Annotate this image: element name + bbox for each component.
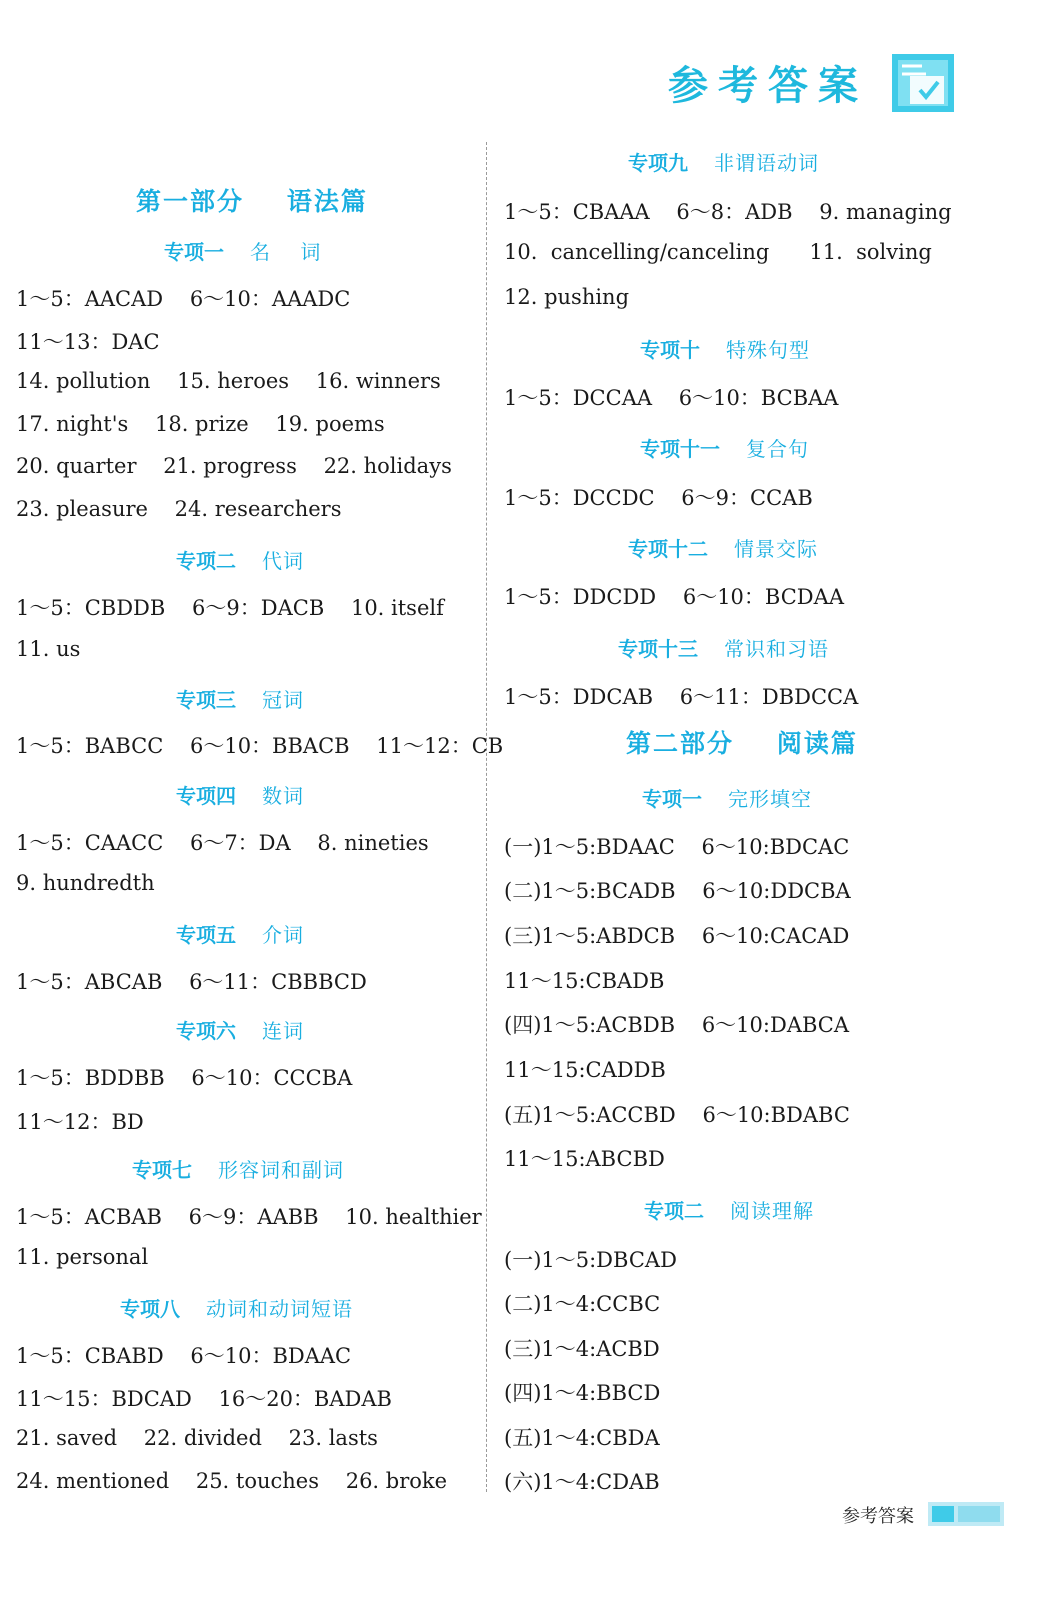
answer-line: (二)1～5:BCADB 6～10:DDCBA (504, 879, 851, 903)
answer-line: 17. night's 18. prize 19. poems (16, 412, 385, 436)
section-title: 专项八 动词和动词短语 (120, 1297, 353, 1321)
answer-line: 9. hundredth (16, 871, 155, 895)
answer-line: 11～13：DAC (16, 330, 160, 354)
answer-line: 23. pleasure 24. researchers (16, 497, 342, 521)
section-title: 专项一 完形填空 (642, 787, 812, 811)
answer-line: (二)1～4:CCBC (504, 1292, 661, 1316)
answer-line: (一)1～5:DBCAD (504, 1248, 677, 1272)
section-title: 专项十三 常识和习语 (618, 637, 829, 661)
answer-line: 10. cancelling/canceling 11. solving (504, 240, 932, 264)
answer-line: 24. mentioned 25. touches 26. broke (16, 1469, 448, 1493)
section-title: 专项五 介词 (176, 923, 304, 947)
answer-line: (三)1～4:ACBD (504, 1337, 660, 1361)
answer-line: 11～15:CADDB (504, 1058, 666, 1082)
answer-line: 11～15:ABCBD (504, 1147, 665, 1171)
answer-check-icon (892, 54, 954, 112)
answer-line: (五)1～5:ACCBD 6～10:BDABC (504, 1103, 850, 1127)
answer-line: 1～5：BDDBB 6～10：CCCBA (16, 1066, 353, 1090)
answer-line: 11～15：BDCAD 16～20：BADAB (16, 1387, 392, 1411)
answer-line: 1～5：DDCDD 6～10：BCDAA (504, 585, 844, 609)
answer-line: (一)1～5:BDAAC 6～10:BDCAC (504, 835, 850, 859)
answer-line: 1～5：AACAD 6～10：AAADC (16, 287, 351, 311)
answer-line: (四)1～5:ACBDB 6～10:DABCA (504, 1013, 850, 1037)
answer-line: 1～5：BABCC 6～10：BBACB 11～12：CB (16, 734, 504, 758)
section-title: 专项四 数词 (176, 784, 304, 808)
answer-line: 1～5：CBDDB 6～9：DACB 10. itself (16, 596, 444, 620)
page-title: 参考答案 (668, 63, 868, 109)
section-title: 专项二 代词 (176, 549, 304, 573)
column-divider (486, 142, 487, 1492)
section-title: 专项三 冠词 (176, 688, 304, 712)
answer-line: 1～5：DCCAA 6～10：BCBAA (504, 386, 839, 410)
section-title: 专项七 形容词和副词 (132, 1158, 344, 1182)
section-title: 专项一 名 词 (164, 240, 322, 264)
footer-label: 参考答案 (842, 1506, 914, 1527)
section-title: 专项十二 情景交际 (628, 537, 818, 561)
answer-line: 14. pollution 15. heroes 16. winners (16, 369, 441, 393)
section-title: 专项十 特殊句型 (640, 338, 810, 362)
answer-line: (四)1～4:BBCD (504, 1381, 661, 1405)
answer-line: (五)1～4:CBDA (504, 1426, 660, 1450)
answer-line: 1～5：CBAAA 6～8：ADB 9. managing (504, 200, 952, 224)
answer-line: 1～5：CAACC 6～7：DA 8. nineties (16, 831, 429, 855)
part-title-reading: 第二部分 阅读篇 (626, 729, 858, 758)
answer-line: 20. quarter 21. progress 22. holidays (16, 454, 452, 478)
part-title-grammar: 第一部分 语法篇 (136, 187, 368, 216)
answer-line: (三)1～5:ABDCB 6～10:CACAD (504, 924, 850, 948)
answer-line: 11. personal (16, 1245, 149, 1269)
answer-line: 12. pushing (504, 285, 630, 309)
answer-line: 1～5：ACBAB 6～9：AABB 10. healthier (16, 1205, 482, 1229)
section-title: 专项九 非谓语动词 (628, 151, 819, 175)
answer-line: 1～5：DDCAB 6～11：DBDCCA (504, 685, 859, 709)
answer-line: 21. saved 22. divided 23. lasts (16, 1426, 378, 1450)
answer-line: 1～5：DCCDC 6～9：CCAB (504, 486, 813, 510)
answer-line: 1～5：ABCAB 6～11：CBBBCD (16, 970, 367, 994)
answer-line: 1～5：CBABD 6～10：BDAAC (16, 1344, 352, 1368)
footer-badge-icon (928, 1500, 1004, 1528)
section-title: 专项二 阅读理解 (644, 1199, 814, 1223)
answer-line: 11～15:CBADB (504, 969, 665, 993)
answer-line: 11～12：BD (16, 1110, 144, 1134)
answer-line: (六)1～4:CDAB (504, 1470, 660, 1494)
section-title: 专项十一 复合句 (640, 437, 809, 461)
section-title: 专项六 连词 (176, 1019, 304, 1043)
answer-line: 11. us (16, 637, 81, 661)
